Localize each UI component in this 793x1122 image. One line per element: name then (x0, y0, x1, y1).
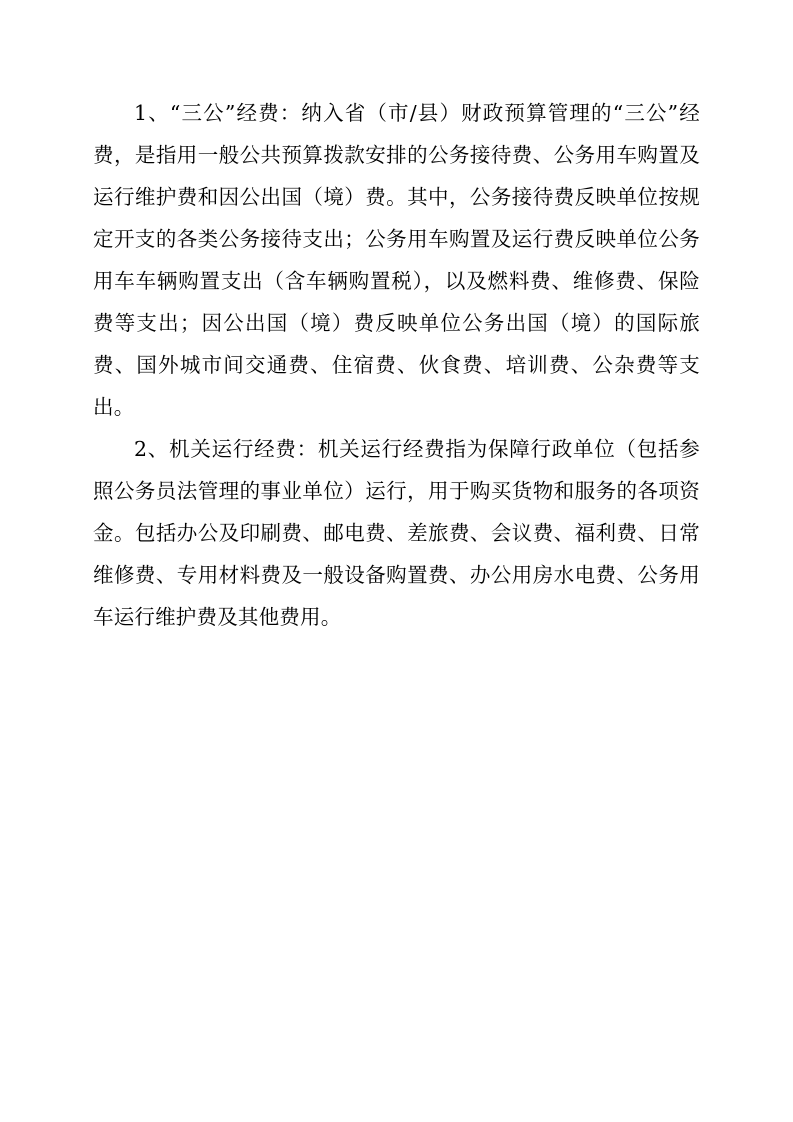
paragraph-ji-guan-yun-xing-jing-fei: 2、机关运行经费：机关运行经费指为保障行政单位（包括参照公务员法管理的事业单位）运行，用于购买货物和服务的各项资金。包括办公及印刷费、邮电费、差旅费、会议费、福利费、日常维修费、专用材料费及一般设备购置费、办公用房水电费、公务用车运行维护费及其他费用。 (93, 437, 700, 629)
document-body (93, 92, 700, 638)
paragraph-san-gong-jing-fei: 1、“三公”经费：纳入省（市/县）财政预算管理的“三公”经费，是指用一般公共预算拨款安排的公务接待费、公务用车购置及运行维护费和因公出国（境）费。其中，公务接待费反映单位按规定开支的各类公务接待支出；公务用车购置及运行费反映单位公务用车车辆购置支出（含车辆购置税），以及燃料费、维修费、保险费等支出；因公出国（境）费反映单位公务出国（境）的国际旅费、国外城市间交通费、住宿费、伙食费、培训费、公杂费等支出。 (93, 101, 700, 419)
